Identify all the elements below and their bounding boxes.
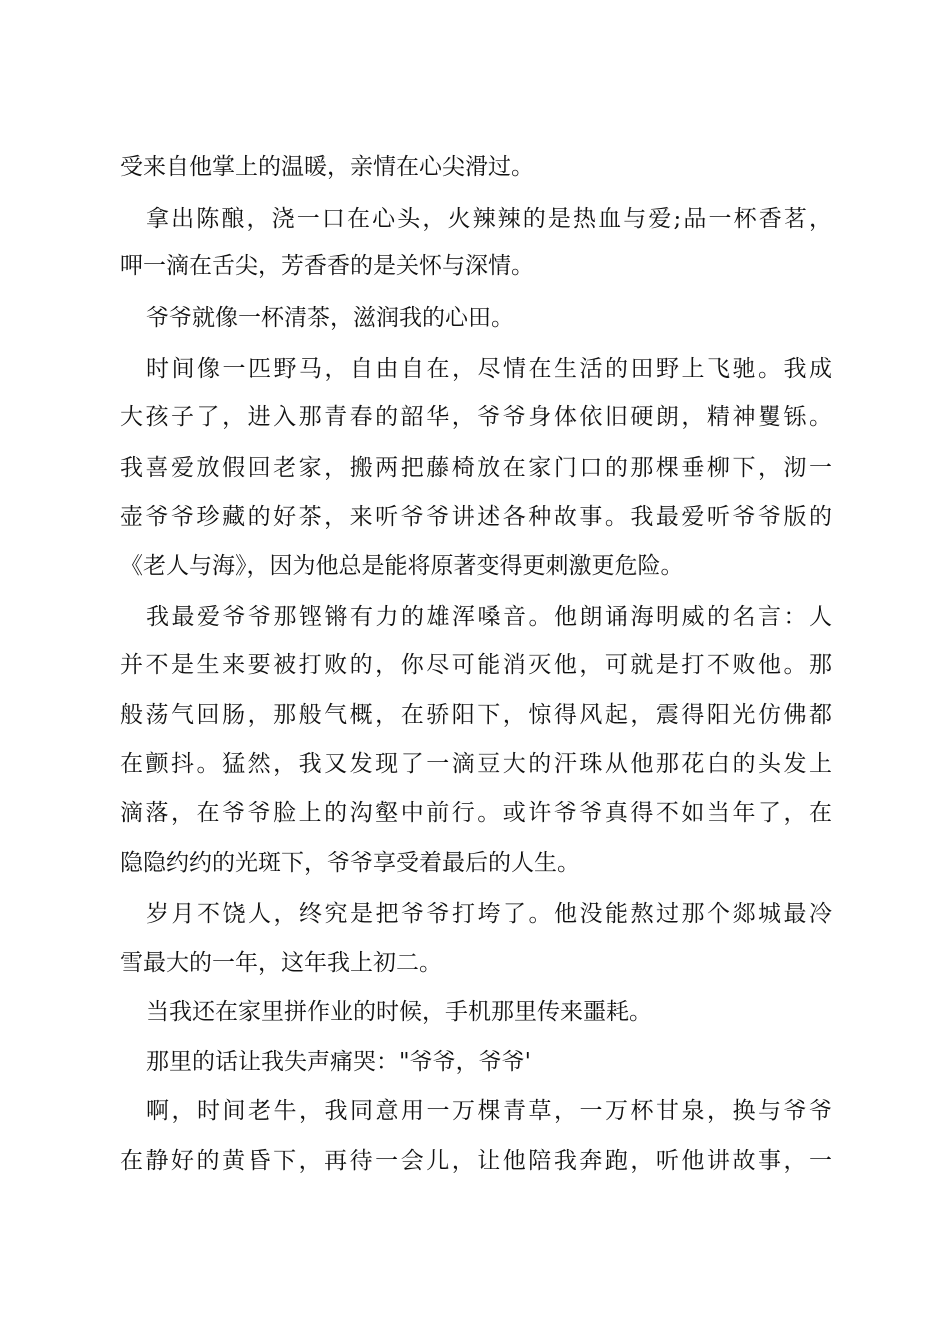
text-line: 爷爷就像一杯清茶，滋润我的心田。	[146, 305, 514, 331]
text-line: 我喜爱放假回老家，搬两把藤椅放在家门口的那棵垂柳下，沏一	[120, 455, 832, 481]
text-line: 壶爷爷珍藏的好茶，来听爷爷讲述各种故事。我最爱听爷爷版的	[120, 504, 832, 530]
text-line: 拿出陈酿，浇一口在心头，火辣辣的是热血与爱;品一杯香茗，	[146, 206, 832, 232]
text-line: 并不是生来要被打败的，你尽可能消灭他，可就是打不败他。那	[120, 652, 832, 678]
text-line: 呷一滴在舌尖，芳香香的是关怀与深情。	[120, 253, 534, 279]
text-line: 般荡气回肠，那般气概，在骄阳下，惊得风起，震得阳光仿佛都	[120, 702, 832, 728]
text-line: 《老人与海》，因为他总是能将原著变得更刺激更危险。	[120, 553, 684, 579]
text-line: 雪最大的一年，这年我上初二。	[120, 950, 442, 976]
text-line: 受来自他掌上的温暖，亲情在心尖滑过。	[120, 154, 534, 180]
text-line: 那里的话让我失声痛哭："爷爷，爷爷'	[146, 1049, 531, 1075]
text-line: 隐隐约约的光斑下，爷爷享受着最后的人生。	[120, 850, 580, 876]
text-line: 在静好的黄昏下，再待一会儿，让他陪我奔跑，听他讲故事，一	[120, 1148, 832, 1174]
text-line: 大孩子了，进入那青春的韶华，爷爷身体依旧硬朗，精神矍铄。	[120, 404, 832, 430]
text-line: 时间像一匹野马，自由自在，尽情在生活的田野上飞驰。我成	[146, 356, 832, 382]
text-line: 当我还在家里拼作业的时候，手机那里传来噩耗。	[146, 999, 652, 1025]
text-line: 滴落，在爷爷脸上的沟壑中前行。或许爷爷真得不如当年了，在	[120, 800, 832, 826]
text-line: 岁月不饶人，终究是把爷爷打垮了。他没能熬过那个郯城最冷	[146, 901, 832, 927]
text-line: 我最爱爷爷那铿锵有力的雄浑嗓音。他朗诵海明威的名言：人	[146, 604, 832, 630]
text-line: 啊，时间老牛，我同意用一万棵青草，一万杯甘泉，换与爷爷	[146, 1098, 832, 1124]
text-line: 在颤抖。猛然，我又发现了一滴豆大的汗珠从他那花白的头发上	[120, 751, 832, 777]
